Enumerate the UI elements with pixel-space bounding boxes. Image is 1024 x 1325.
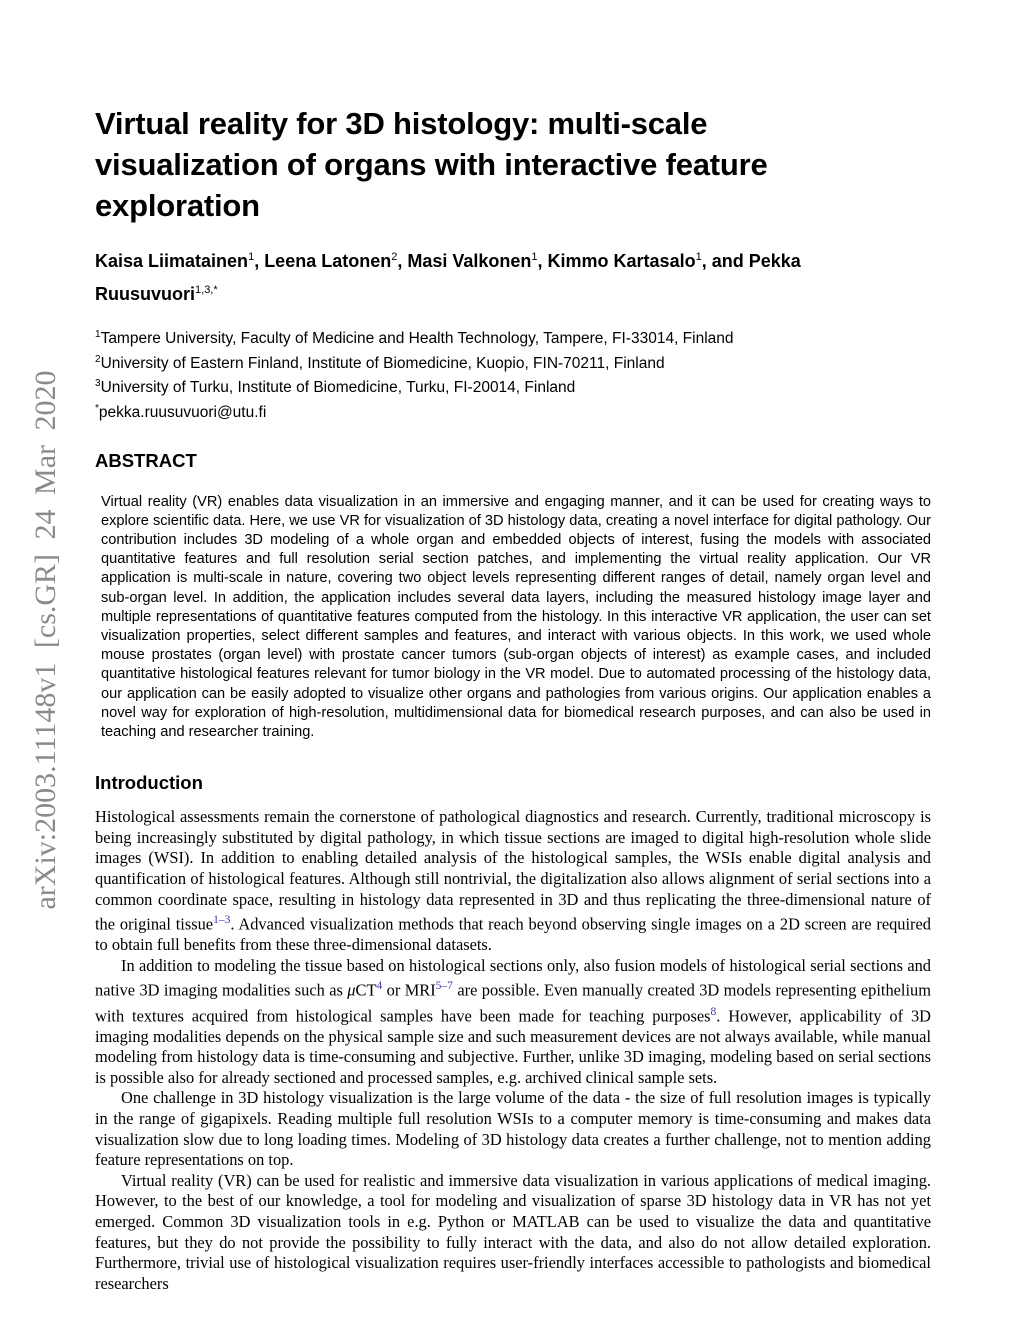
text-run: , Leena Latonen	[254, 251, 392, 271]
text-run: Virtual reality (VR) can be used for realistic and immersive data visualization in various applications of medical imaging. However, to the best of our knowledge, a tool for modeling and visualization of sparse 3D histology data in VR has not yet emerged. Common 3D visualization tools in e.g. Python or MATLAB can be used to visualize the data and quantitative features, but they do not provide the possibility to fully interact with the data, and also do not allow detailed exploration. Furthermore, trivial use of histological visualization requires user-friendly interfaces accessible to pathologists and biomedical researchers	[95, 1170, 931, 1293]
superscript-marker: 1	[531, 251, 538, 263]
superscript-marker: 2	[391, 251, 398, 263]
abstract-heading: ABSTRACT	[95, 449, 197, 471]
paper-title-line: exploration	[95, 188, 260, 223]
text-run: One challenge in 3D histology visualization is the large volume of the data - the size of full resolution images is typically in the range of gigapixels. Reading multiple full resolution WSIs to a computer memory is time-consuming and makes data visualization slow due to long loading times. Modeling of 3D histology data creates a further challenge, not to mention adding feature representations on top.	[95, 1088, 931, 1170]
introduction-heading: Introduction	[95, 772, 203, 794]
text-run: or MRI	[382, 980, 436, 1000]
text-run: are possible. Even manually created 3D models representing epithelium with textures acquired from histological samples have been made for teaching purposes	[95, 980, 931, 1026]
text-run: Histological assessments remain the cornerstone of pathological diagnostics and research. Currently, traditional microscopy is being increasingly substituted by digital pathology, in which tissue sections are imaged to digital high-resolution whole slide images (WSI). In addition to enabling detailed analysis of the histological samples, the WSIs enable digital analysis and quantification of histological features. Although still nontrivial, the digitalization also allows alignment of serial sections into a common coordinate space, resulting in histology data represented in 3D and thus replicating the three-dimensional nature of the original tissue	[95, 807, 931, 934]
text-run: CT	[355, 980, 377, 1000]
affiliation-marker: 3	[95, 378, 101, 390]
affiliation-line	[95, 325, 931, 350]
affiliation-marker: 2	[95, 353, 101, 365]
text-run: . Advanced visualization methods that reach beyond observing single images on a 2D screen are required to obtain full benefits from these three-dimensional datasets.	[95, 914, 931, 955]
introduction-paragraph	[95, 807, 931, 956]
affiliation-text: University of Eastern Finland, Institute of Biomedicine, Kuopio, FIN-70211, Finland	[100, 354, 665, 372]
superscript-marker: 1,3,*	[195, 284, 218, 296]
paper-content	[95, 103, 931, 1294]
authors-line	[95, 243, 931, 309]
superscript-marker: 1	[248, 251, 255, 263]
affiliations-block	[95, 325, 931, 424]
paper-title-line: visualization of organs with interactive feature	[95, 147, 768, 182]
italic-text: μ	[347, 980, 356, 1000]
affiliation-marker: *	[95, 402, 99, 414]
text-run: Kaisa Liimatainen	[95, 251, 249, 271]
affiliation-text: pekka.ruusuvuori@utu.fi	[98, 404, 267, 422]
text-run: In addition to modeling the tissue based on histological sections only, also fusion models of histological serial sections and native 3D imaging modalities such as	[95, 955, 931, 1000]
introduction-paragraph	[95, 1088, 931, 1170]
introduction-paragraph	[95, 1171, 931, 1295]
text-run: , and Pekka	[701, 251, 801, 271]
text-run: , Kimmo Kartasalo	[537, 251, 696, 271]
affiliation-text: Tampere University, Faculty of Medicine and Health Technology, Tampere, FI-33014, Finland	[100, 330, 734, 348]
author-line	[95, 276, 931, 309]
introduction-paragraph	[95, 956, 931, 1089]
paper-title-line: Virtual reality for 3D histology: multi-scale	[95, 106, 708, 141]
affiliation-line	[95, 374, 931, 399]
superscript-marker: 1	[695, 251, 702, 263]
paper-title	[95, 103, 931, 226]
text-run: Ruusuvuori	[95, 284, 196, 304]
abstract-text: Virtual reality (VR) enables data visualization in an immersive and engaging manner, and it can be used for creating ways to explore scientific data. Here, we use VR for visualization of 3D histology data, creating a novel interface for digital pathology. Our contribution includes 3D modeling of a whole organ and embedded objects of interest, fusing the models with associated quantitative features and full resolution serial section patches, and implementing the virtual reality application. Our VR application is multi-scale in nature, covering two object levels representing different ranges of detail, namely organ level and sub-organ level. In addition, the application includes several data layers, including the measured histology image layer and multiple representations of quantitative features computed from the histology. In this interactive VR application, the user can set visualization properties, select different samples and features, and interact with various objects. In this work, we used whole mouse prostates (organ level) with prostate cancer tumors (sub-organ objects of interest) as example cases, and included quantitative histological features relevant for tumor biology in the VR model. Due to automated processing of the histology data, our application can be easily adopted to visualize other organs and pathologies from various origins. Our application enables a novel way for exploration of high-resolution, multidimensional data for biomedical research purposes, and can also be used in teaching and researcher training.	[101, 493, 931, 741]
text-run: , Masi Valkonen	[397, 251, 532, 271]
affiliation-line	[95, 350, 931, 375]
text-run: . However, applicability of 3D imaging modalities depends on the physical sample size and such measurement devices are not always available, while manual modeling from histology data is time-consuming and subjective. Further, unlike 3D imaging, modeling based on serial sections is possible also for already sectioned and processed samples, e.g. archived clinical sample sets.	[95, 1006, 931, 1087]
reference-link[interactable]: 1–3	[213, 914, 231, 927]
author-line	[95, 243, 931, 276]
email-line[interactable]	[95, 399, 931, 424]
reference-link[interactable]: 8	[710, 1005, 717, 1018]
reference-link[interactable]: 5–7	[435, 980, 453, 993]
reference-link[interactable]: 4	[376, 980, 383, 993]
arxiv-watermark: arXiv:2003.11148v1 [cs.GR] 24 Mar 2020	[29, 370, 62, 910]
affiliation-marker: 1	[95, 329, 101, 340]
introduction-body	[95, 807, 931, 1294]
affiliation-text: University of Turku, Institute of Biomedicine, Turku, FI-20014, Finland	[100, 379, 576, 397]
